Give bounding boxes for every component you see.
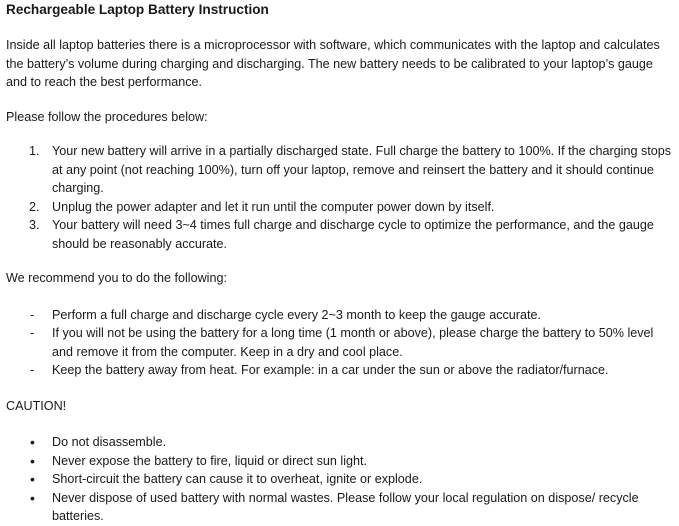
- list-item-text: If you will not be using the battery for a long time (1 month or above), please charge the battery to 50% level and remove it from the computer. Keep in a dry and cool place.: [52, 326, 654, 359]
- list-item-text: Short-circuit the battery can cause it to overheat, ignite or explode.: [52, 472, 423, 486]
- document: [6, 0, 674, 526]
- list-item: [6, 306, 674, 325]
- list-item: [6, 361, 674, 380]
- list-item-text: Never dispose of used battery with normal wastes. Please follow your local regulation on dispose/ recycle batteries.: [52, 490, 639, 523]
- list-number: 2.: [29, 199, 40, 214]
- dash-marker: -: [30, 326, 35, 340]
- list-item-text: Your battery will need 3~4 times full charge and discharge cycle to optimize the performance, and the gauge should be reasonably accurate.: [52, 218, 654, 251]
- list-item-text: Never expose the battery to fire, liquid or direct sun light.: [52, 453, 368, 468]
- procedures-heading: Please follow the procedures below:: [6, 109, 208, 124]
- list-item: [6, 452, 674, 471]
- document-title: Rechargeable Laptop Battery Instruction: [6, 2, 269, 17]
- bullet-icon: •: [30, 434, 35, 450]
- list-number: 3.: [29, 218, 40, 232]
- cautions-list: [6, 433, 674, 526]
- list-item: [6, 142, 674, 198]
- list-item: [6, 470, 674, 489]
- dash-marker: -: [30, 363, 35, 377]
- list-item: [6, 489, 674, 526]
- bullet-icon: •: [30, 471, 35, 487]
- bullet-icon: •: [30, 489, 35, 506]
- caution-heading: CAUTION!: [6, 398, 67, 413]
- list-item: [6, 324, 674, 361]
- list-item: [6, 216, 674, 253]
- list-item-text: Perform a full charge and discharge cycle every 2~3 month to keep the gauge accurate.: [52, 307, 541, 322]
- procedures-list: [6, 142, 674, 253]
- intro-paragraph: Inside all laptop batteries there is a microprocessor with software, which communicates with the laptop and calculates the battery’s volume during charging and discharging. The new battery needs to be calibrated to your laptop’s gauge and to reach the best performance.: [6, 38, 660, 89]
- dash-marker: -: [30, 307, 35, 322]
- list-item-text: Keep the battery away from heat. For example: in a car under the sun or above the radiator/furnace.: [52, 363, 609, 377]
- bullet-icon: •: [30, 452, 35, 469]
- recommendations-list: [6, 306, 674, 380]
- list-item: [6, 198, 674, 217]
- list-item-text: Your new battery will arrive in a partially discharged state. Full charge the battery to 100%. If the charging stops at any point (not reaching 100%), turn off your laptop, remove and reinsert the battery and it should continue charging.: [52, 144, 672, 195]
- list-item-text: Unplug the power adapter and let it run until the computer power down by itself.: [52, 199, 495, 214]
- list-number: 1.: [29, 144, 40, 158]
- list-item: [6, 433, 674, 452]
- recommend-heading: We recommend you to do the following:: [6, 271, 227, 285]
- list-item-text: Do not disassemble.: [52, 435, 167, 449]
